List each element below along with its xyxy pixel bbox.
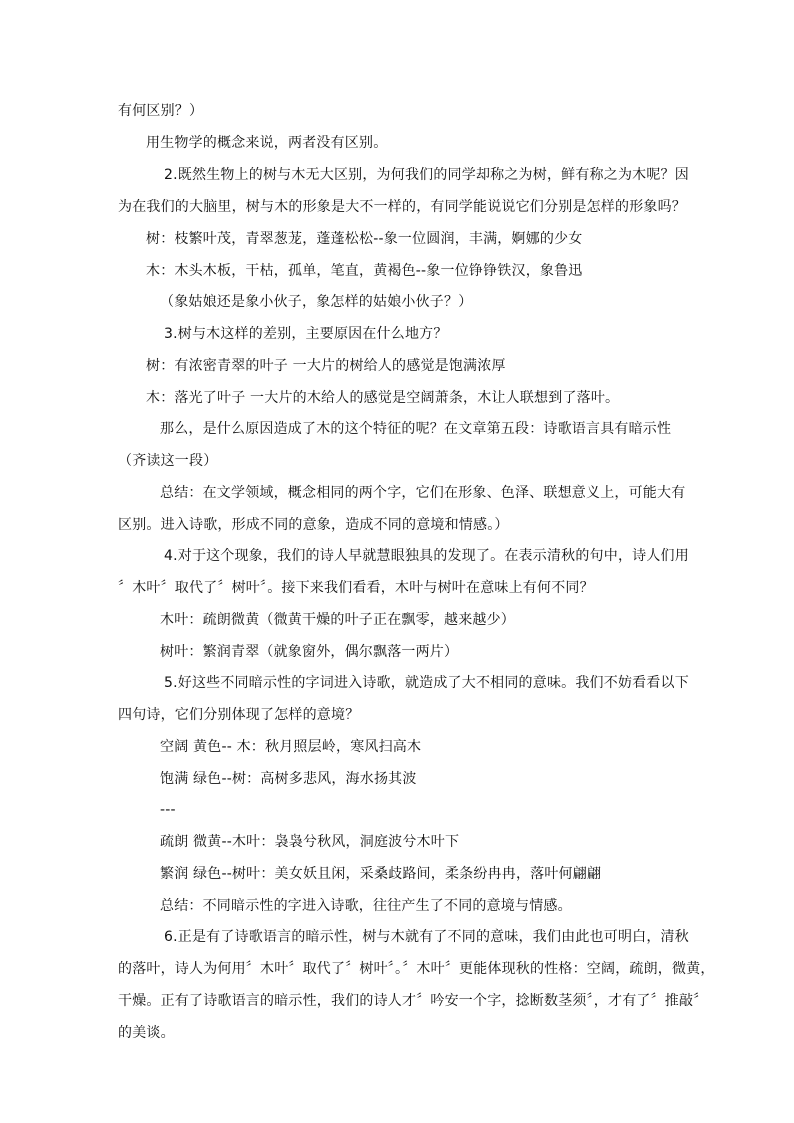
text-line-17: 木叶：疏朗微黄（微黄干燥的叶子正在飘零，越来越少） [160,612,515,628]
text-line-22: 饱满 绿色--树：高树多悲风，海水扬其波 [160,771,417,787]
text-line-15: 4.对于这个现象，我们的诗人早就慧眼独具的发现了。在表示清秋的句中，诗人们用 [164,548,689,564]
text-line-18: 树叶：繁润青翠（就象窗外，偶尔飘落一两片） [160,644,459,660]
text-line-6: 木：木头木板，干枯，孤单，笔直，黄褐色--象一位铮铮铁汉，象鲁迅 [146,263,583,279]
text-line-2: 用生物学的概念来说，两者没有区别。 [146,135,388,151]
text-line-23: --- [160,802,176,818]
text-line-4: 为在我们的大脑里，树与木的形象是大不一样的，有同学能说说它们分别是怎样的形象吗？ [118,199,686,215]
text-line-27: 6.正是有了诗歌语言的暗示性，树与木就有了不同的意味，我们由此也可明白，清秋 [164,929,689,945]
text-line-9: 树：有浓密青翠的叶子 一大片的树给人的感觉是饱满浓厚 [146,358,506,374]
text-line-13: 总结：在文学领域，概念相同的两个字，它们在形象、色泽、联想意义上，可能大有 [160,485,686,501]
text-line-11: 那么，是什么原因造成了木的这个特征的呢？在文章第五段：诗歌语言具有暗示性 [160,421,672,437]
text-line-30: 的美谈。 [118,1025,175,1041]
text-line-20: 四句诗，它们分别体现了怎样的意境？ [118,707,360,723]
text-line-28: 的落叶，诗人为何用〞木叶〞取代了〞树叶〞。〞木叶〞更能体现秋的性格：空阔，疏朗，微黄， [118,961,715,977]
text-line-26: 总结：不同暗示性的字进入诗歌，往往产生了不同的意境与情感。 [160,898,572,914]
text-line-12: （齐读这一段） [118,453,218,469]
text-line-1: 有何区别？） [118,103,204,119]
text-line-21: 空阔 黄色-- 木：秋月照层岭，寒风扫高木 [160,739,422,755]
text-line-25: 繁润 绿色--树叶：美女妖且闲，采桑歧路间，柔条纷冉冉，落叶何翩翩 [160,866,602,882]
text-line-29: 干燥。正有了诗歌语言的暗示性，我们的诗人才〞吟安一个字，捻断数茎须〞，才有了〞推敲〞 [118,993,708,1009]
text-line-7: （象姑娘还是象小伙子，象怎样的姑娘小伙子？） [160,294,473,310]
text-line-14: 区别。进入诗歌，形成不同的意象，造成不同的意境和情感。） [118,517,509,533]
text-line-3: 2.既然生物上的树与木无大区别，为何我们的同学却称之为树，鲜有称之为木呢？因 [164,167,689,183]
text-line-8: 3.树与木这样的差别，主要原因在什么地方？ [164,326,448,342]
text-line-16: 〞木叶〞取代了〞树叶〞。接下来我们看看，木叶与树叶在意味上有何不同？ [118,580,594,596]
text-line-19: 5.好这些不同暗示性的字词进入诗歌，就造成了大不相同的意味。我们不妨看看以下 [164,675,689,691]
text-line-10: 木：落光了叶子 一大片的木给人的感觉是空阔萧条，木让人联想到了落叶。 [146,390,620,406]
text-line-24: 疏朗 微黄--木叶：袅袅兮秋风，洞庭波兮木叶下 [160,834,460,850]
text-line-5: 树：枝繁叶茂，青翠葱茏，蓬蓬松松--象一位圆润，丰满，婀娜的少女 [146,231,583,247]
